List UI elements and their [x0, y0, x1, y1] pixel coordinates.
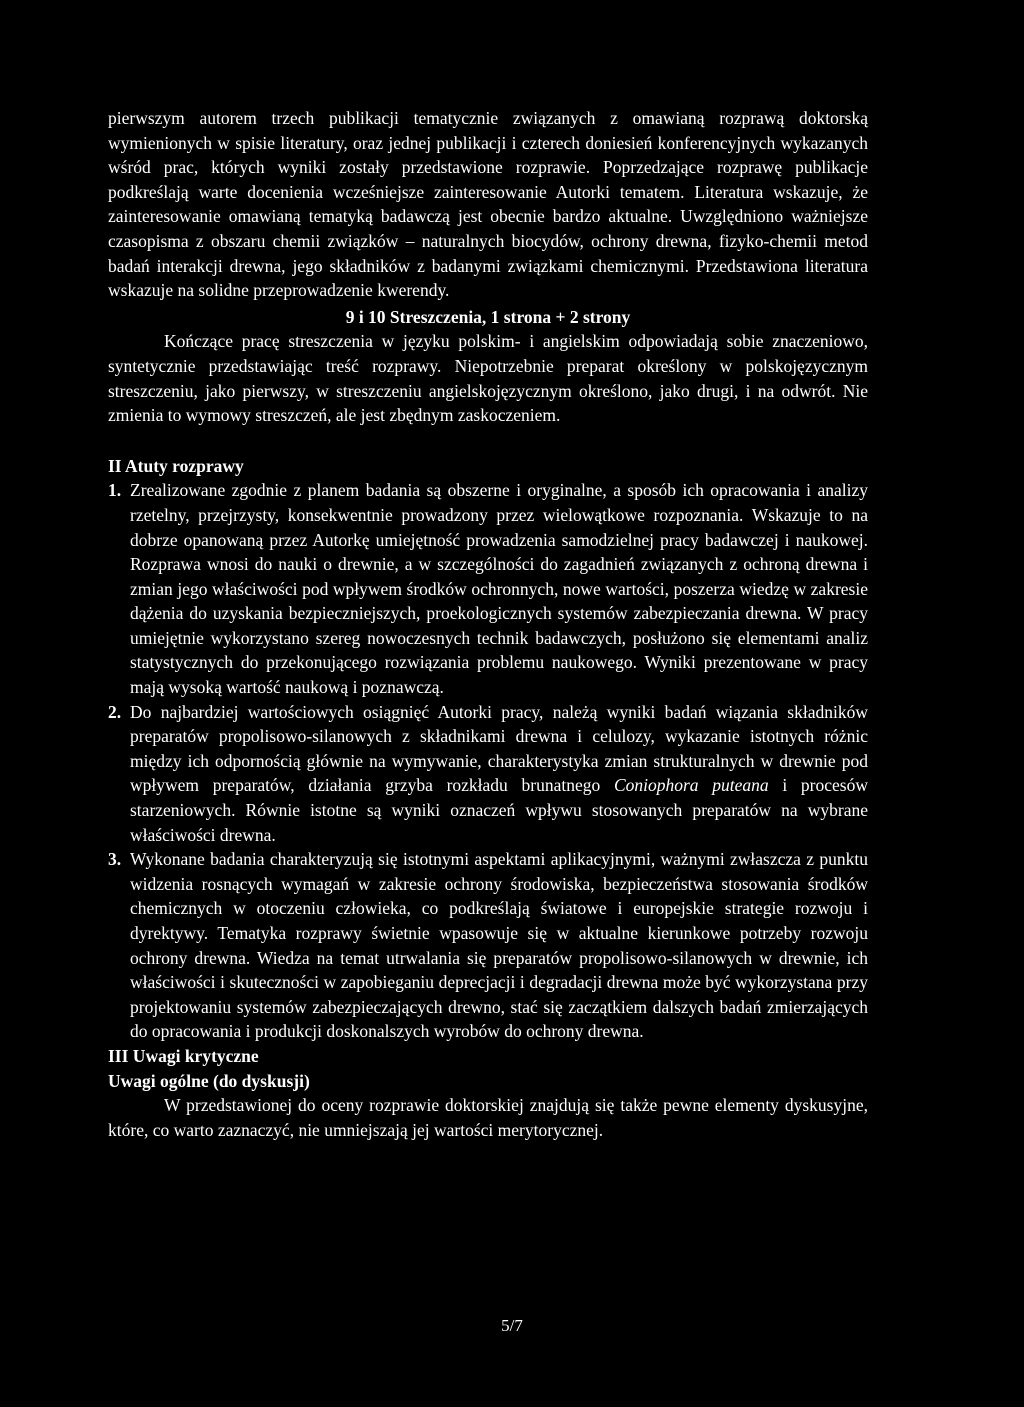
section-heading-uwagi: III Uwagi krytyczne [108, 1045, 259, 1066]
intro-paragraph: pierwszym autorem trzech publikacji tematycznie związanych z omawianą rozprawą doktorską wymienionych w spisie literatury, oraz jednej publikacji i czterech doniesień konferencyjnych wykazanych wśród prac, których wyniki zostały przedstawione rozprawie. Poprzedzające rozprawę publikacje podkreślają warte docenienia wcześniejsze zainteresowanie Autorki tematem. Literatura wskazuje, że zainteresowanie omawianą tematyką badawczą jest obecnie bardzo aktualne. Uwzględniono ważniejsze czasopisma z obszaru chemii związków – naturalnych biocydów, ochrony drewna, fizyko-chemii metod badań interakcji drewna, jego składników z badanymi związkami chemicznymi. Przedstawiona literatura wskazuje na solidne przeprowadzenie kwerendy. [108, 108, 868, 301]
uwagi-paragraph: W przedstawionej do oceny rozprawie doktorskiej znajdują się także pewne elementy dyskusyjne, które, co warto zaznaczyć, nie umniejszają jej wartości merytorycznej. [108, 1095, 868, 1140]
list-item [108, 478, 868, 699]
section-spacer [108, 428, 868, 454]
list-item-number: 2. [108, 701, 122, 722]
streszczenia-heading: 9 i 10 Streszczenia, 1 strona + 2 strony [345, 306, 631, 327]
list-item-number: 1. [108, 480, 122, 501]
list-item-text [130, 700, 868, 848]
list-item-text-part: i procesów starzeniowych. Równie istotne są wyniki oznaczeń wpływu stosowanych preparatów na wybrane właściwości drewna. [130, 775, 868, 845]
streszczenia-paragraph: Kończące pracę streszczenia w języku polskim- i angielskim odpowiadają sobie znaczeniowo, syntetycznie przedstawiając treść rozprawy. Niepotrzebnie preparat określony w polskojęzycznym streszczeniu, jako pierwszy, w streszczeniu angielskojęzycznym określono, jako drugi, i na odwrót. Nie zmienia to wymowy streszczeń, ale jest zbędnym zaskoczeniem. [108, 331, 868, 426]
species-name: Coniophora puteana [613, 775, 769, 796]
list-item-text: Zrealizowane zgodnie z planem badania są obszerne i oryginalne, a sposób ich opracowania i analizy rzetelny, przejrzysty, konsekwentnie prowadzony przez wielowątkowe rozpoznania. Wskazuje to na dobrze opanowaną przez Autorkę umiejętność prowadzenia samodzielnej pracy badawczej i naukowej. Rozprawa wnosi do nauki o drewnie, a w szczególności do zagadnień związanych z ochroną drewna i zmian jego właściwości pod wpływem środków ochronnych, nowe wartości, poszerza wiedzę w zakresie dążenia do uzyskania bezpieczniejszych, proekologicznych systemów zabezpieczania drewna. W pracy umiejętnie wykorzystano szereg nowoczesnych technik badawczych, posłużono się elementami analiz statystycznych do przekonującego rozwiązania problemu naukowego. Wyniki prezentowane w pracy mają wysoką wartość naukową i poznawczą. [130, 480, 868, 698]
document-page [108, 106, 868, 1142]
list-item-text-part: Do najbardziej wartościowych osiągnięć Autorki pracy, należą wyniki badań wiązania składników preparatów propolisowo-silanowych z składnikami drewna i celulozy, wykazanie istotnych różnic między ich odpornością głównie na wymywanie, charakterystyka zmian strukturalnych w drewnie pod wpływem preparatów, działania grzyba rozkładu brunatnego [130, 701, 868, 796]
subsection-heading-uwagi-ogolne: Uwagi ogólne (do dyskusji) [108, 1070, 310, 1091]
section-heading-atuty: II Atuty rozprawy [108, 455, 244, 476]
list-item-text: Wykonane badania charakteryzują się istotnymi aspektami aplikacyjnymi, ważnymi zwłaszcza z punktu widzenia rosnących wymagań w zakresie ochrony środowiska, bezpieczeństwa stosowania środków chemicznych w otoczeniu człowieka, co podkreślają światowe i europejskie strategie rozwoju i dyrektywy. Tematyka rozprawy świetnie wpasowuje się w aktualne kierunkowe potrzeby rozwoju ochrony drewna. Wiedza na temat utrwalania się preparatów propolisowo-silanowych w drewnie, ich właściwości i skuteczności w zapobieganiu deprecjacji i degradacji drewna może być wykorzystana przy projektowaniu systemów zabezpieczających drewno, stać się zaczątkiem dalszych badań zmierzających do opracowania i produkcji doskonalszych wyrobów do ochrony drewna. [130, 849, 868, 1042]
page-number: 5/7 [501, 1316, 523, 1335]
list-item-number: 3. [108, 849, 122, 870]
list-item [108, 847, 868, 1044]
list-item [108, 700, 868, 848]
